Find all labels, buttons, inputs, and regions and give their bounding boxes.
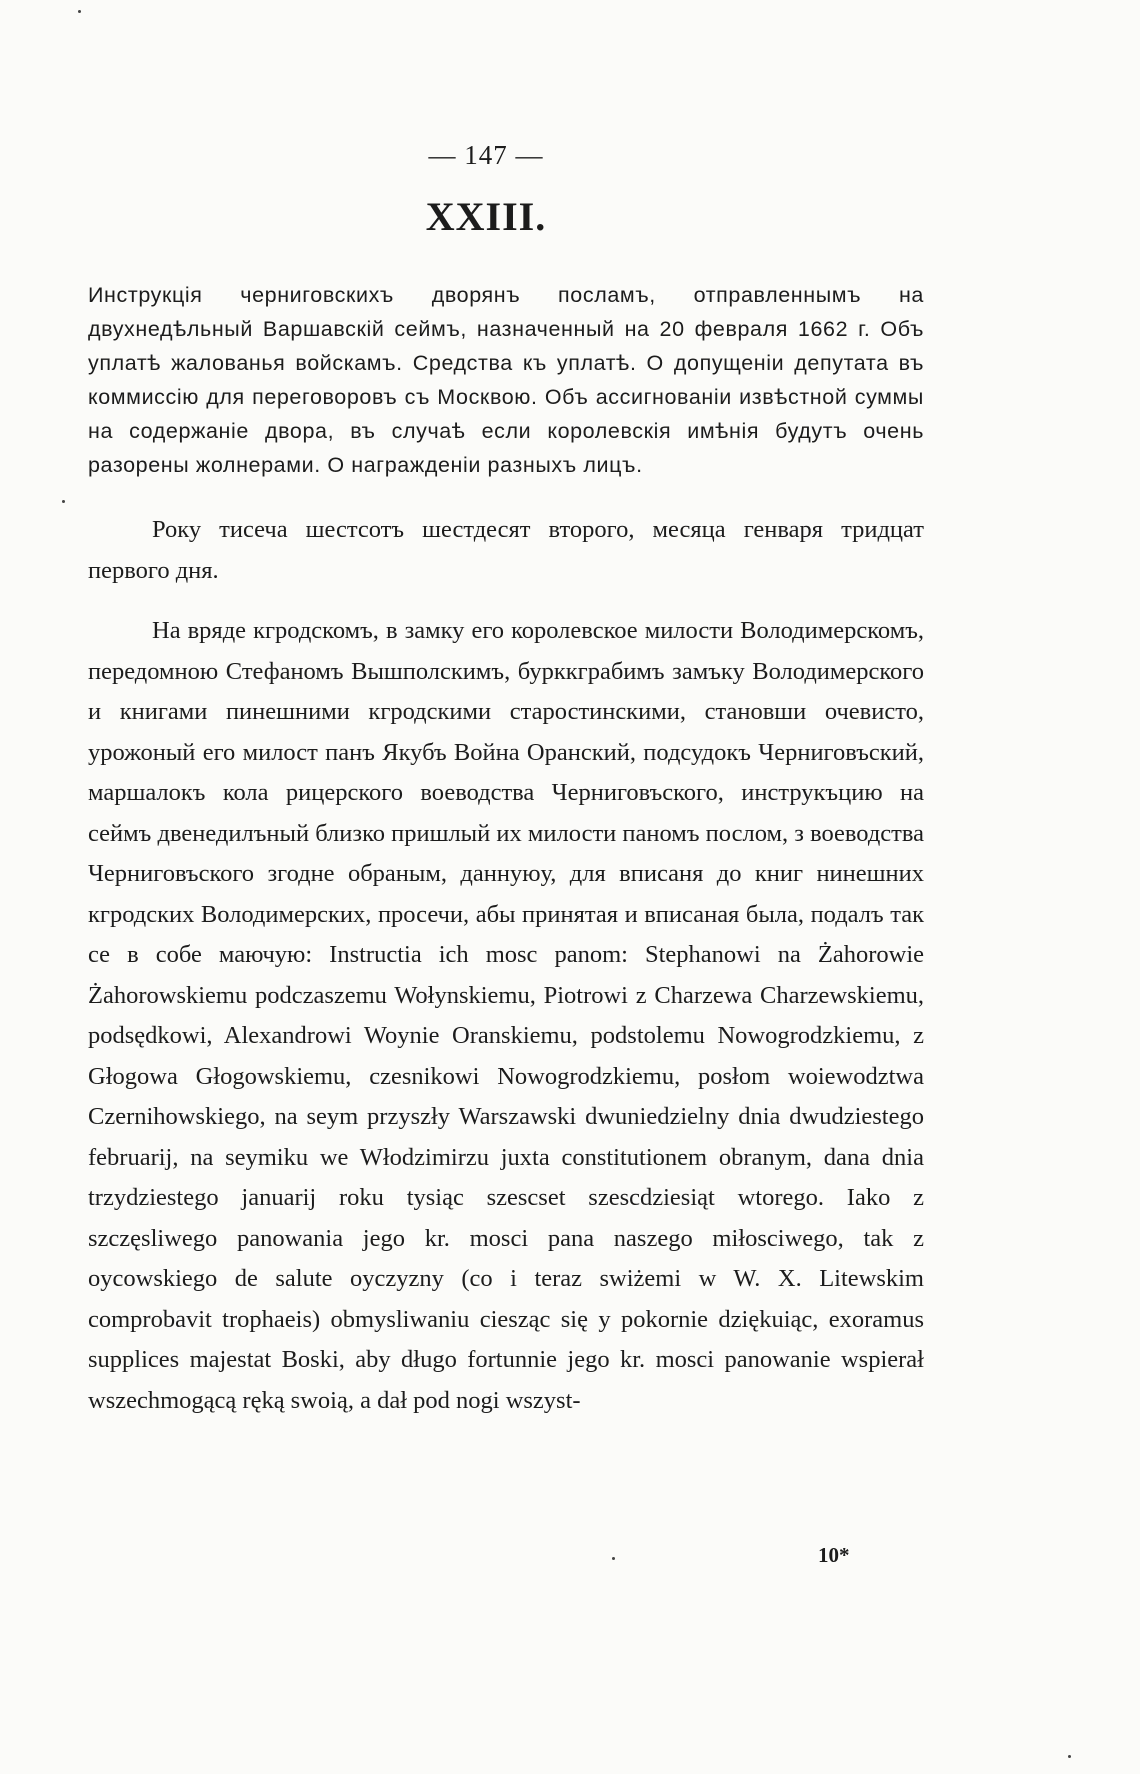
chapter-summary: Инструкція черниговскихъ дворянъ посламъ, отправленнымъ на двухнедѣльный Варшавскій сеймъ, назначенный на 20 февраля 1662 г. Объ уплатѣ жалованья войскамъ. Средства къ уплатѣ. О допущеніи депутата въ коммиссію для переговоровъ съ Москвою. Объ ассигнованіи извѣстной суммы на содержаніе двора, въ случаѣ если королевскія имѣнія будутъ очень разорены жолнерами. О награжденіи разныхъ лицъ. [88,283,924,477]
chapter-title: XXIII. [425,194,547,239]
print-speck [78,10,81,13]
document-page [88,140,924,1441]
page-number: — 147 — [428,140,544,170]
body-paragraph-main: На вряде кгродскомъ, в замку его королевское милости Володимерскомъ, передомною Стефаномъ Вышполскимъ, бурккграбимъ замъку Володимерского и книгами пинешними кгродскими старостинскими, становши очевисто, урожоный его милост панъ Якубъ Война Оранский, подсудокъ Черниговъский, маршалокъ кола рицерского воеводства Черниговъского, инструкъцию на сеймъ двенедилъный близко пришлый их милости паномъ послом, з воеводства Черниговъского згодне обраным, даннуюу, для вписаня до книг нинешних кгродских Володимерских, просечи, абы принятая и вписаная была, подалъ так се в собе маючую: Instructia ich mosc panom: Stephanowi na Żahorowie Żahorowskiemu podczaszemu Wołynskiemu, Piotrowi z Charzewa Charzewskiemu, podsędkowi, Alexandrowi Woynie Oranskiemu, podstolemu Nowogrodzkiemu, z Głogowa Głogowskiemu, czesnikowi Nowogrodzkiemu, posłom woiewodztwa Czernihowskiego, na seym przyszły Warszawski dwuniedzielny dnia dwudziestego februarij, na seymiku we Włodzimirzu juxta constitutionem obranym, dana dnia trzydziestego januarij roku tysiąc szescset szescdziesiąt wtorego. Iako z szczęsliwego panowania jego kr. mosci pana naszego miłosciwego, tak z oycowskiego de salute oyczyzny (co i teraz swiżemi w W. X. Litewskim comprobavit trophaeis) obmysliwaniu ciesząc się y pokornie dziękuiąc, exoramus supplices majestat Boski, aby długo fortunnie jego kr. mosci panowanie wspierał wszechmogącą ręką swoią, a dał pod nogi wszyst- [88,617,924,1414]
signature-mark: 10* [818,1543,850,1567]
body-paragraph-date: Року тисеча шестсотъ шестдесят второго, месяца генваря тридцат первого дня. [88,516,924,584]
print-speck [62,500,65,503]
print-speck [1068,1755,1071,1758]
print-speck [612,1557,615,1560]
